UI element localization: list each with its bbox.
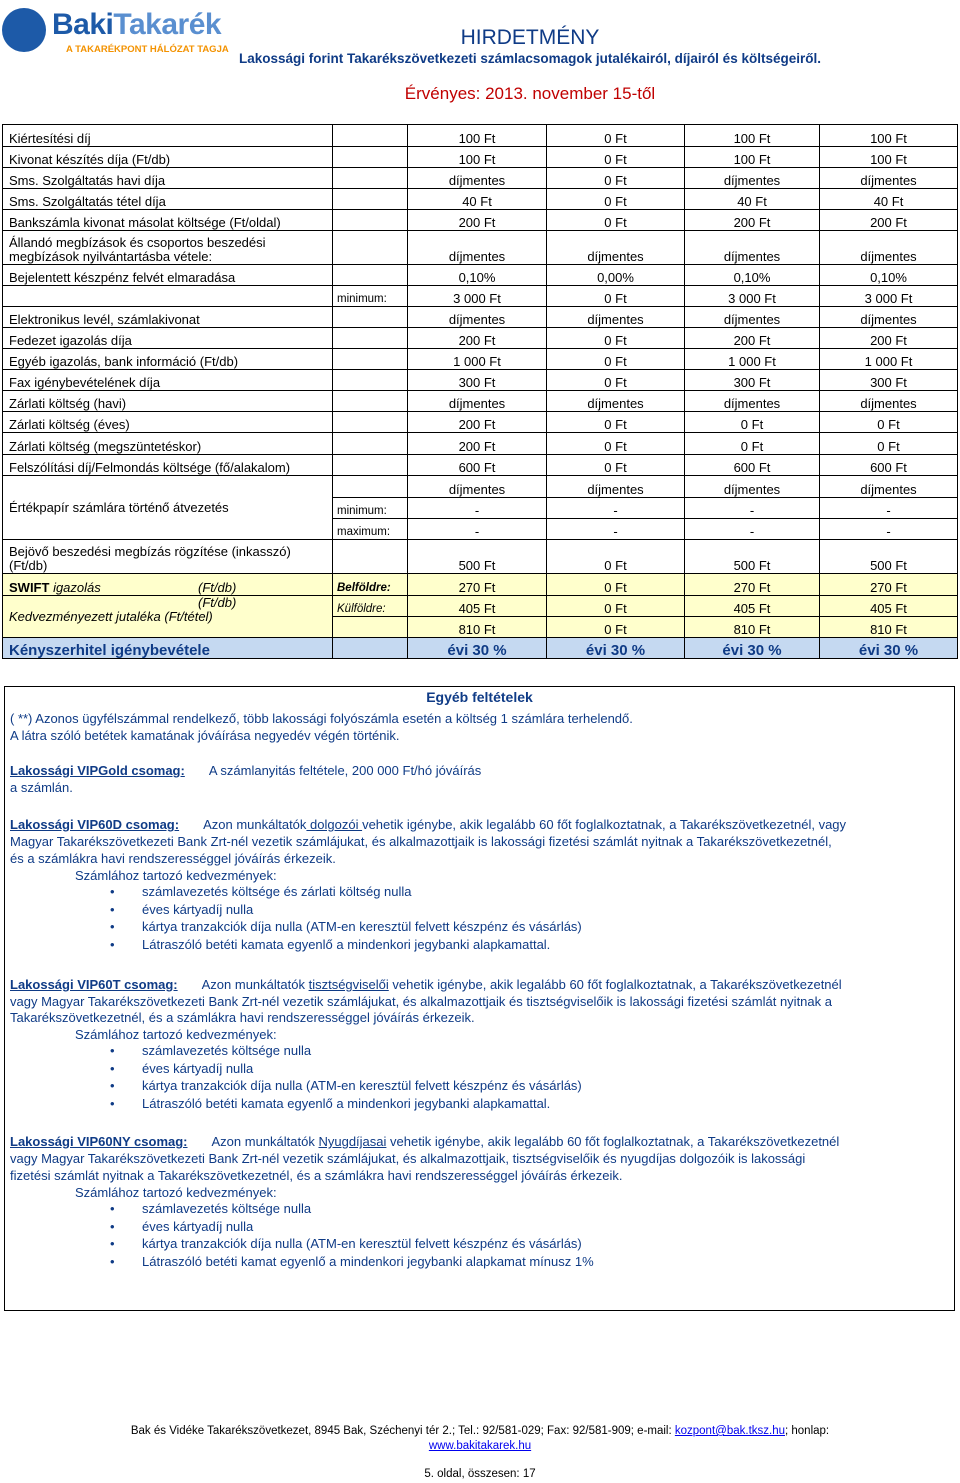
vip60t-line <box>10 976 842 993</box>
fee-value: 0 Ft <box>547 286 685 307</box>
fee-label: Kiértesítési díj <box>3 125 333 147</box>
fee-label: Egyéb igazolás, bank információ (Ft/db) <box>3 349 333 370</box>
fee-value: 100 Ft <box>820 147 958 168</box>
vip60ny-line: fizetési számlát nyitnak a Takarékszövetkezetnél, és a számlákra havi rendszerességgel jóváírás érkezeik. <box>10 1168 623 1183</box>
vip60d-benefit-item: • éves kártyadíj nulla <box>110 901 582 919</box>
fee-value: 0 Ft <box>547 596 685 617</box>
vip60t-benefit-item: • kártya tranzakciók díja nulla (ATM-en keresztül felvett készpénz és vásárlás) <box>110 1077 582 1095</box>
vipgold-name: Lakossági VIPGold csomag: <box>10 763 185 778</box>
vipgold-line: a számlán. <box>10 780 73 795</box>
fee-label: Értékpapír számlára történő átvezetés <box>3 476 333 540</box>
fee-value: 405 Ft <box>685 596 820 617</box>
fee-value: 300 Ft <box>820 370 958 391</box>
fee-value: díjmentes <box>685 391 820 412</box>
vip60d-line <box>10 816 846 833</box>
fee-row <box>3 596 958 617</box>
fee-value: 0 Ft <box>547 125 685 147</box>
fee-label <box>3 286 333 307</box>
fee-value: 1 000 Ft <box>820 349 958 370</box>
vip60t-line: Takarékszövetkezetnél, és a számlákra havi rendszerességgel jóváírás érkezeik. <box>10 1010 475 1025</box>
fee-value: 270 Ft <box>685 574 820 596</box>
footer-web-link[interactable]: www.bakitakarek.hu <box>428 1440 532 1452</box>
fee-value: évi 30 % <box>547 638 685 659</box>
fee-qualifier <box>333 540 408 574</box>
fee-value: 405 Ft <box>820 596 958 617</box>
fee-value: díjmentes <box>408 391 547 412</box>
fee-value: 0 Ft <box>820 433 958 455</box>
fee-value: 0,10% <box>685 265 820 286</box>
fee-qualifier: minimum: <box>333 286 408 307</box>
fee-value: díjmentes <box>547 476 685 498</box>
fee-value: 100 Ft <box>408 147 547 168</box>
vip60ny-benefits-list <box>110 1200 594 1270</box>
fee-value: évi 30 % <box>820 638 958 659</box>
conditions-title: Egyéb feltételek <box>426 689 533 705</box>
fee-value: 0 Ft <box>685 412 820 433</box>
fee-row <box>3 391 958 412</box>
swift-unit: (Ft/db) <box>198 595 237 610</box>
fee-row <box>3 125 958 147</box>
fee-qualifier <box>333 168 408 189</box>
vip60ny-benefits-title: Számlához tartozó kedvezmények: <box>75 1185 277 1200</box>
fee-row <box>3 476 958 498</box>
fee-value: 200 Ft <box>408 210 547 231</box>
fee-row <box>3 574 958 596</box>
fee-qualifier: Külföldre: <box>333 596 408 617</box>
fee-value: 0 Ft <box>685 433 820 455</box>
footer-address: Bak és Vidéke Takarékszövetkezet, 8945 Bak, Széchenyi tér 2.; Tel.: 92/581-029; Fax: 92/581-909; e-mail: <box>130 1425 675 1437</box>
vip60ny-emph: Nyugdíjasai <box>318 1134 387 1149</box>
logo-name-a: Baki <box>52 8 114 41</box>
fee-qualifier <box>333 617 408 638</box>
fee-row <box>3 433 958 455</box>
fee-row <box>3 370 958 391</box>
fee-table <box>2 124 958 659</box>
fee-value: 200 Ft <box>408 433 547 455</box>
fee-value: 270 Ft <box>820 574 958 596</box>
fee-value: 40 Ft <box>685 189 820 210</box>
fee-value: 0 Ft <box>820 412 958 433</box>
fee-value: 600 Ft <box>408 455 547 476</box>
fee-value: 600 Ft <box>685 455 820 476</box>
swift-label-sub: igazolás <box>53 580 101 595</box>
page-subtitle: Lakossági forint Takarékszövetkezeti számlacsomagok jutalékairól, díjairól és költségeiről. <box>239 51 821 66</box>
fee-label: Zárlati költség (megszüntetéskor) <box>3 433 333 455</box>
fee-value: 810 Ft <box>685 617 820 638</box>
fee-value: 500 Ft <box>408 540 547 574</box>
fee-label: Kivonat készítés díja (Ft/db) <box>3 147 333 168</box>
fee-label: Kényszerhitel igénybevétele <box>3 638 333 659</box>
fee-value: 100 Ft <box>685 147 820 168</box>
fee-label: Bankszámla kivonat másolat költsége (Ft/oldal) <box>3 210 333 231</box>
fee-value: díjmentes <box>547 307 685 328</box>
fee-value: 3 000 Ft <box>685 286 820 307</box>
fee-value: - <box>820 498 958 519</box>
logo-tagline: A TAKARÉKPONT HÁLÓZAT TAGJA <box>66 44 229 55</box>
fee-value: 3 000 Ft <box>820 286 958 307</box>
fee-value: 0 Ft <box>547 168 685 189</box>
vip60d-benefits-title: Számlához tartozó kedvezmények: <box>75 868 277 883</box>
fee-row <box>3 265 958 286</box>
vip60t-benefit-item: • számlavezetés költsége nulla <box>110 1042 582 1060</box>
fee-value: 0 Ft <box>547 210 685 231</box>
fee-qualifier <box>333 433 408 455</box>
fee-value: 500 Ft <box>820 540 958 574</box>
vip60ny-benefit-item: • Látraszóló betéti kamat egyenlő a mindenkori jegybanki alapkamat mínusz 1% <box>110 1253 594 1271</box>
fee-value: 600 Ft <box>820 455 958 476</box>
fee-value: - <box>547 498 685 519</box>
vip60d-line: és a számlákra havi rendszerességgel jóváírás érkezeik. <box>10 851 336 866</box>
fee-value: 0 Ft <box>547 370 685 391</box>
fee-value: évi 30 % <box>408 638 547 659</box>
fee-value: 300 Ft <box>685 370 820 391</box>
fee-qualifier <box>333 328 408 349</box>
fee-row <box>3 286 958 307</box>
fee-label: Bejövő beszedési megbízás rögzítése (inkasszó) (Ft/db) <box>3 540 333 574</box>
fee-row <box>3 210 958 231</box>
fee-value: 300 Ft <box>408 370 547 391</box>
vip60ny-line: vagy Magyar Takarékszövetkezeti Bank Zrt-nél vezetik számlájukat, és alkalmazottjaik, tisztségviselőik és nyugdíjas dolgozóik is lakossági <box>10 1151 806 1166</box>
note-line: A látra szóló betétek kamatának jóváírása negyedév végén történik. <box>10 728 400 743</box>
vip60ny-benefit-item: • kártya tranzakciók díja nulla (ATM-en keresztül felvett készpénz és vásárlás) <box>110 1235 594 1253</box>
fee-value: díjmentes <box>408 168 547 189</box>
fee-value: 0 Ft <box>547 433 685 455</box>
fee-table-body <box>3 125 958 659</box>
fee-value: díjmentes <box>820 231 958 265</box>
fee-value: - <box>408 519 547 540</box>
fee-label: Sms. Szolgáltatás tétel díja <box>3 189 333 210</box>
vip60t-text: Azon munkáltatók <box>201 977 309 992</box>
vip60t-name: Lakossági VIP60T csomag: <box>10 977 178 992</box>
fee-value: 3 000 Ft <box>408 286 547 307</box>
fee-value: díjmentes <box>547 231 685 265</box>
fee-value: díjmentes <box>547 391 685 412</box>
fee-value: 200 Ft <box>408 328 547 349</box>
fee-value: - <box>547 519 685 540</box>
vip60t-benefit-item: • éves kártyadíj nulla <box>110 1060 582 1078</box>
fee-label: Zárlati költség (éves) <box>3 412 333 433</box>
fee-value: díjmentes <box>408 476 547 498</box>
vipgold-text: A számlanyitás feltétele, 200 000 Ft/hó jóváírás <box>208 763 482 778</box>
fee-value: 200 Ft <box>820 328 958 349</box>
fee-row <box>3 168 958 189</box>
vip60d-line: Magyar Takarékszövetkezeti Bank Zrt-nél vezetik számlájukat, és alkalmazottjaik is lakossági fizetési számlát nyitnak a Takarékszövetkezetnél, <box>10 834 832 849</box>
fee-value: 0 Ft <box>547 189 685 210</box>
fee-label: Állandó megbízások és csoportos beszedési megbízások nyilvántartásba vétele: <box>3 231 333 265</box>
vip60ny-text: vehetik igénybe, akik legalább 60 főt foglalkoztatnak, a Takarékszövetkezetnél <box>386 1134 840 1149</box>
note-line: ( **) Azonos ügyfélszámmal rendelkező, több lakossági folyószámla esetén a költség 1 számlára terhelendő. <box>10 711 633 726</box>
fee-value: 40 Ft <box>408 189 547 210</box>
vip60t-line: vagy Magyar Takarékszövetkezeti Bank Zrt-nél vezetik számlájukat, és alkalmazottjaik és tisztségviselőik is lakossági fizetési számlát nyitnak a <box>10 994 832 1009</box>
fee-label: Felszólítási díj/Felmondás költsége (fő/alakalom) <box>3 455 333 476</box>
fee-label: Zárlati költség (havi) <box>3 391 333 412</box>
vip60d-benefits-list <box>110 883 582 953</box>
kedvezmenyezett-label: Kedvezményezett jutaléka (Ft/tétel) <box>9 609 213 624</box>
fee-value: 405 Ft <box>408 596 547 617</box>
fee-value: évi 30 % <box>685 638 820 659</box>
fee-qualifier <box>333 476 408 498</box>
fee-value: 0 Ft <box>547 147 685 168</box>
fee-value: díjmentes <box>408 307 547 328</box>
fee-qualifier <box>333 455 408 476</box>
vipgold-line <box>10 762 481 779</box>
fee-value: díjmentes <box>820 476 958 498</box>
fee-row <box>3 638 958 659</box>
vip60d-text: Azon munkáltatók <box>203 817 307 832</box>
fee-value: 810 Ft <box>820 617 958 638</box>
fee-label: Fedezet igazolás díja <box>3 328 333 349</box>
fee-row <box>3 328 958 349</box>
vip60ny-benefit-item: • számlavezetés költsége nulla <box>110 1200 594 1218</box>
fee-value: díjmentes <box>685 476 820 498</box>
page-title: HIRDETMÉNY <box>460 26 600 49</box>
footer-email-link[interactable]: kozpont@bak.tksz.hu <box>674 1425 785 1437</box>
fee-row <box>3 412 958 433</box>
fee-value: 200 Ft <box>685 328 820 349</box>
fee-label <box>3 596 333 638</box>
fee-value: 100 Ft <box>685 125 820 147</box>
footer-web <box>0 1440 960 1452</box>
fee-qualifier: Belföldre: <box>333 574 408 596</box>
fee-value: 0 Ft <box>547 540 685 574</box>
fee-value: 100 Ft <box>408 125 547 147</box>
fee-value: díjmentes <box>820 391 958 412</box>
page-number: 5. oldal, összesen: 17 <box>424 1468 536 1480</box>
fee-value: 40 Ft <box>820 189 958 210</box>
fee-value: - <box>685 498 820 519</box>
vip60t-benefits-title: Számlához tartozó kedvezmények: <box>75 1027 277 1042</box>
fee-row <box>3 455 958 476</box>
vip60d-emph: dolgozói <box>306 817 363 832</box>
fee-value: 200 Ft <box>408 412 547 433</box>
fee-qualifier <box>333 391 408 412</box>
swift-label: SWIFT <box>9 580 50 595</box>
fee-qualifier <box>333 307 408 328</box>
fee-value: 0 Ft <box>547 328 685 349</box>
swift-unit: (Ft/db) <box>198 580 237 595</box>
fee-row <box>3 189 958 210</box>
fee-value: díjmentes <box>820 168 958 189</box>
vip60t-emph: tisztségviselői <box>308 977 389 992</box>
fee-value: 1 000 Ft <box>685 349 820 370</box>
fee-label: Fax igénybevételének díja <box>3 370 333 391</box>
fee-qualifier <box>333 231 408 265</box>
fee-value: 500 Ft <box>685 540 820 574</box>
fee-value: 0 Ft <box>547 455 685 476</box>
fee-row <box>3 307 958 328</box>
vip60ny-benefit-item: • éves kártyadíj nulla <box>110 1218 594 1236</box>
fee-value: díjmentes <box>685 307 820 328</box>
fee-value: 0,10% <box>820 265 958 286</box>
vip60ny-line <box>10 1133 839 1150</box>
vip60t-benefit-item: • Látraszóló betéti kamata egyenlő a mindenkori jegybanki alapkamattal. <box>110 1095 582 1113</box>
fee-value: díjmentes <box>685 231 820 265</box>
fee-qualifier <box>333 265 408 286</box>
fee-value: 0 Ft <box>547 617 685 638</box>
fee-qualifier <box>333 189 408 210</box>
fee-qualifier <box>333 125 408 147</box>
validity-date: Érvényes: 2013. november 15-től <box>404 84 656 103</box>
vip60d-benefit-item: • számlavezetés költsége és zárlati költség nulla <box>110 883 582 901</box>
footer-web-label: ; honlap: <box>785 1425 830 1437</box>
fee-value: 1 000 Ft <box>408 349 547 370</box>
fee-qualifier <box>333 210 408 231</box>
fee-value: 200 Ft <box>820 210 958 231</box>
fee-value: 0 Ft <box>547 349 685 370</box>
fee-row <box>3 147 958 168</box>
fee-label: Elektronikus levél, számlakivonat <box>3 307 333 328</box>
fee-value: díjmentes <box>685 168 820 189</box>
fee-value: 0 Ft <box>547 412 685 433</box>
footer-contact <box>0 1425 960 1437</box>
fee-value: - <box>408 498 547 519</box>
fee-label <box>3 574 333 596</box>
logo-name-b: Takarék <box>113 8 222 41</box>
fee-qualifier: minimum: <box>333 498 408 519</box>
vip60ny-name: Lakossági VIP60NY csomag: <box>10 1134 188 1149</box>
fee-qualifier <box>333 349 408 370</box>
fee-value: 0,10% <box>408 265 547 286</box>
vip60d-name: Lakossági VIP60D csomag: <box>10 817 180 832</box>
fee-value: díjmentes <box>408 231 547 265</box>
fee-qualifier: maximum: <box>333 519 408 540</box>
fee-value: 0,00% <box>547 265 685 286</box>
fee-value: 100 Ft <box>820 125 958 147</box>
fee-value: 270 Ft <box>408 574 547 596</box>
fee-qualifier <box>333 147 408 168</box>
fee-value: - <box>685 519 820 540</box>
fee-label: Sms. Szolgáltatás havi díja <box>3 168 333 189</box>
vip60ny-text: Azon munkáltatók <box>211 1134 319 1149</box>
vip60d-text: vehetik igénybe, akik legalább 60 főt foglalkoztatnak, a Takarékszövetkezetnél, vagy <box>362 817 847 832</box>
vip60d-benefit-item: • kártya tranzakciók díja nulla (ATM-en keresztül felvett készpénz és vásárlás) <box>110 918 582 936</box>
fee-value: 200 Ft <box>685 210 820 231</box>
fee-value: 0 Ft <box>547 574 685 596</box>
vip60d-benefit-item: • Látraszóló betéti kamata egyenlő a mindenkori jegybanki alapkamattal. <box>110 936 582 954</box>
fee-row <box>3 231 958 265</box>
vip60t-text: vehetik igénybe, akik legalább 60 főt foglalkoztatnak, a Takarékszövetkezetnél <box>388 977 842 992</box>
fee-row <box>3 349 958 370</box>
fee-qualifier <box>333 638 408 659</box>
vip60t-benefits-list <box>110 1042 582 1112</box>
fee-qualifier <box>333 412 408 433</box>
fee-value: 810 Ft <box>408 617 547 638</box>
fee-label: Bejelentett készpénz felvét elmaradása <box>3 265 333 286</box>
fee-value: - <box>820 519 958 540</box>
fee-value: díjmentes <box>820 307 958 328</box>
fee-row <box>3 540 958 574</box>
fee-qualifier <box>333 370 408 391</box>
